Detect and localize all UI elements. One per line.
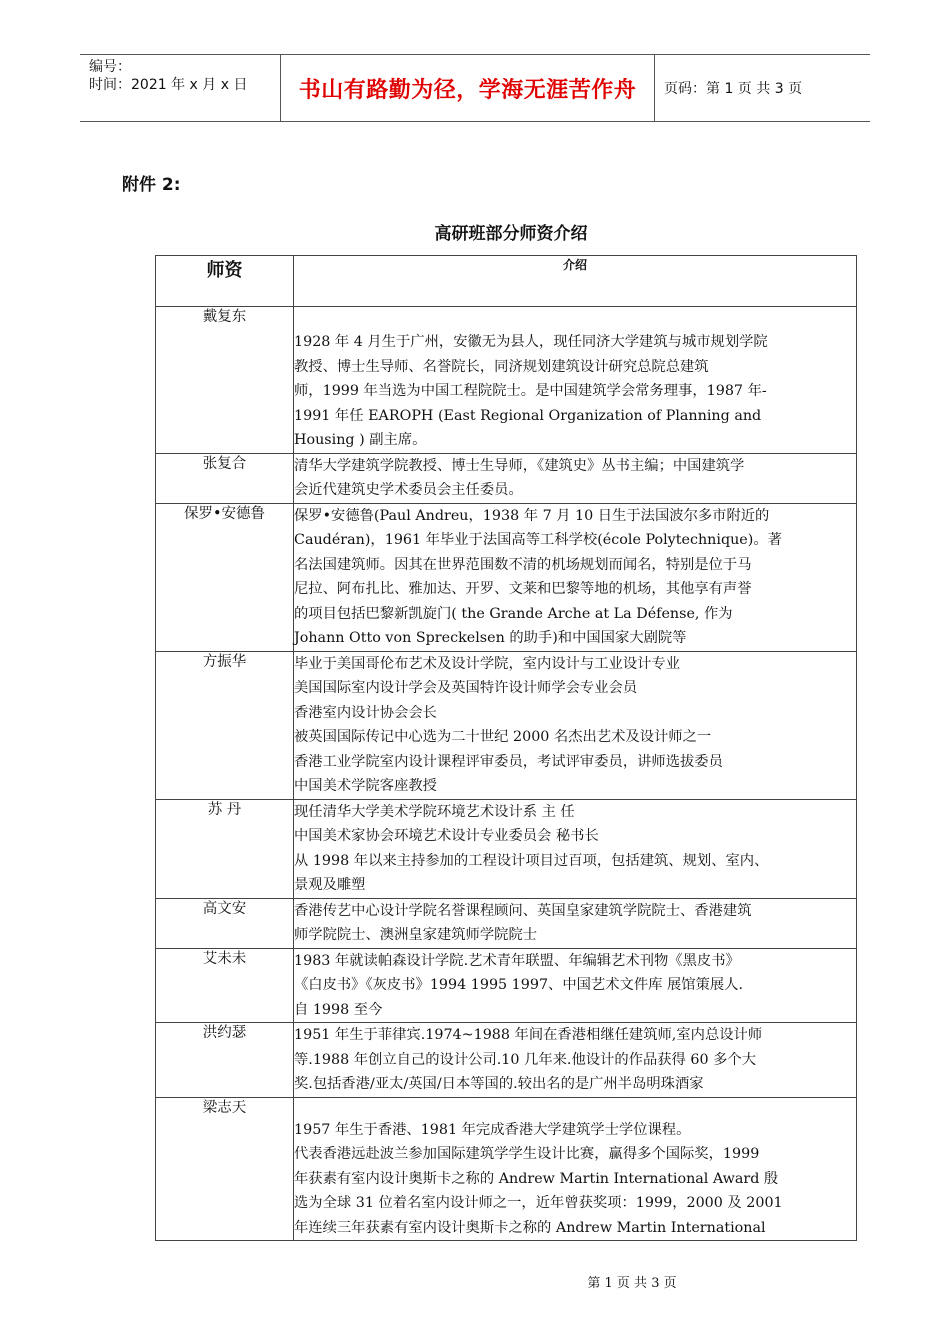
faculty-intro (294, 948, 857, 1023)
intro-line: 奖.包括香港/亚太/英国/日本等国的.较出名的是广州半岛明珠酒家 (294, 1076, 704, 1092)
intro-line: 1983 年就读帕森设计学院.艺术青年联盟、年编辑艺术刊物《黑皮书》 (294, 952, 740, 969)
intro-line: 中国美术学院客座教授 (294, 778, 437, 794)
faculty-name: 梁志天 (156, 1097, 294, 1241)
faculty-name: 戴复东 (156, 307, 294, 454)
attachment-label: 附件 2: (122, 175, 181, 195)
faculty-table (155, 255, 857, 1241)
intro-line: 香港传艺中心设计学院名誉课程顾问、英国皇家建筑学院院士、香港建筑 (294, 902, 752, 919)
intro-line: 名法国建筑师。因其在世界范围数不清的机场规划而闻名，特别是位于马 (294, 556, 752, 573)
intro-line: 景观及雕塑 (294, 877, 366, 893)
table-row (156, 503, 857, 651)
faculty-intro (294, 1023, 857, 1098)
intro-line: 会近代建筑史学术委员会主任委员。 (294, 482, 523, 498)
intro-line: 等.1988 年创立自己的设计公司.10 几年来.他设计的作品获得 60 多个大 (294, 1051, 757, 1068)
intro-line: 代表香港远赴波兰参加国际建筑学学生设计比赛，赢得多个国际奖，1999 (294, 1146, 760, 1162)
document-time: 时间：2021 年 x 月 x 日 (89, 77, 248, 93)
faculty-name: 艾未未 (156, 948, 294, 1023)
table-title: 高研班部分师资介绍 (434, 224, 588, 244)
table-row (156, 453, 857, 503)
faculty-name: 方振华 (156, 651, 294, 799)
faculty-intro (294, 651, 857, 799)
table-header-row (156, 256, 857, 307)
intro-line: 中国美术家协会环境艺术设计专业委员会 秘书长 (294, 828, 599, 844)
document-number: 编号： (89, 59, 131, 75)
column-header-intro: 介绍 (294, 256, 857, 307)
intro-line: 尼拉、阿布扎比、雅加达、开罗、文莱和巴黎等地的机场，其他享有声誉 (294, 581, 752, 597)
intro-line: 师，1999 年当选为中国工程院院士。是中国建筑学会常务理事，1987 年- (294, 383, 767, 399)
table-row (156, 898, 857, 948)
faculty-name: 张复合 (156, 453, 294, 503)
intro-line: 美国国际室内设计学会及英国特许设计师学会专业会员 (294, 680, 638, 696)
intro-line: 1928 年 4 月生于广州，安徽无为县人，现任同济大学建筑与城市规划学院 (294, 334, 768, 350)
intro-line: 1957 年生于香港、1981 年完成香港大学建筑学士学位课程。 (294, 1121, 691, 1138)
page-footer: 第 1 页 共 3 页 (587, 1276, 677, 1291)
intro-line: 香港工业学院室内设计课程评审委员，考试评审委员，讲师选拔委员 (294, 753, 723, 770)
header-meta (80, 55, 281, 121)
intro-line: 被英国国际传记中心选为二十世纪 2000 名杰出艺术及设计师之一 (294, 729, 712, 745)
table-row (156, 1097, 857, 1241)
table-row (156, 799, 857, 898)
intro-line: 的项目包括巴黎新凯旋门( the Grande Arche at La Défense, 作为 (294, 605, 733, 622)
column-header-faculty: 师资 (156, 256, 294, 307)
faculty-intro (294, 898, 857, 948)
faculty-intro (294, 307, 857, 454)
faculty-intro (294, 799, 857, 898)
faculty-table-body (156, 307, 857, 1241)
faculty-intro (294, 503, 857, 651)
intro-line: Housing ) 副主席。 (294, 432, 427, 448)
faculty-intro (294, 453, 857, 503)
faculty-intro (294, 1097, 857, 1241)
intro-line: 保罗•安德鲁(Paul Andreu，1938 年 7 月 10 日生于法国波尔多市附近的 (294, 507, 770, 524)
intro-line: 教授、博士生导师、名誉院长，同济规划建筑设计研究总院总建筑 (294, 358, 709, 375)
intro-line: Caudéran)，1961 年毕业于法国高等工科学校(école Polytechnique)。著 (294, 532, 782, 548)
table-row (156, 948, 857, 1023)
faculty-name: 洪约瑟 (156, 1023, 294, 1098)
intro-line: 师学院院士、澳洲皇家建筑师学院院士 (294, 927, 538, 943)
intro-line: 年连续三年获素有室内设计奥斯卡之称的 Andrew Martin International (294, 1219, 766, 1236)
intro-line: Johann Otto von Spreckelsen 的助手)和中国国家大剧院等 (294, 630, 687, 646)
faculty-name: 苏 丹 (156, 799, 294, 898)
intro-line: 毕业于美国哥伦布艺术及设计学院，室内设计与工业设计专业 (294, 655, 681, 672)
table-row (156, 307, 857, 454)
faculty-name: 保罗•安德鲁 (156, 503, 294, 651)
intro-line: 香港室内设计协会会长 (294, 704, 437, 721)
faculty-name: 高文安 (156, 898, 294, 948)
header-page-info: 页码：第 1 页 共 3 页 (664, 81, 803, 97)
header-motto: 书山有路勤为径，学海无涯苦作舟 (281, 55, 655, 121)
intro-line: 现任清华大学美术学院环境艺术设计系 主 任 (294, 803, 575, 820)
intro-line: 自 1998 至今 (294, 1001, 383, 1018)
intro-line: 1991 年任 EAROPH (East Regional Organization of Planning and (294, 407, 762, 424)
intro-line: 从 1998 年以来主持参加的工程设计项目过百项，包括建筑、规划、室内、 (294, 852, 769, 869)
intro-line: 1951 年生于菲律宾.1974~1988 年间在香港相继任建筑师,室内总设计师 (294, 1027, 763, 1043)
intro-line: 年获素有室内设计奥斯卡之称的 Andrew Martin International Award 殷 (294, 1170, 779, 1187)
intro-line: 《白皮书》《灰皮书》1994 1995 1997、中国艺术文件库 展馆策展人. (294, 977, 744, 993)
table-row (156, 1023, 857, 1098)
intro-line: 选为全球 31 位着名室内设计师之一，近年曾获奖项：1999，2000 及 2001 (294, 1195, 783, 1211)
intro-line: 清华大学建筑学院教授、博士生导师，《建筑史》丛书主编；中国建筑学 (294, 457, 745, 474)
page-header (80, 54, 870, 122)
table-row (156, 651, 857, 799)
